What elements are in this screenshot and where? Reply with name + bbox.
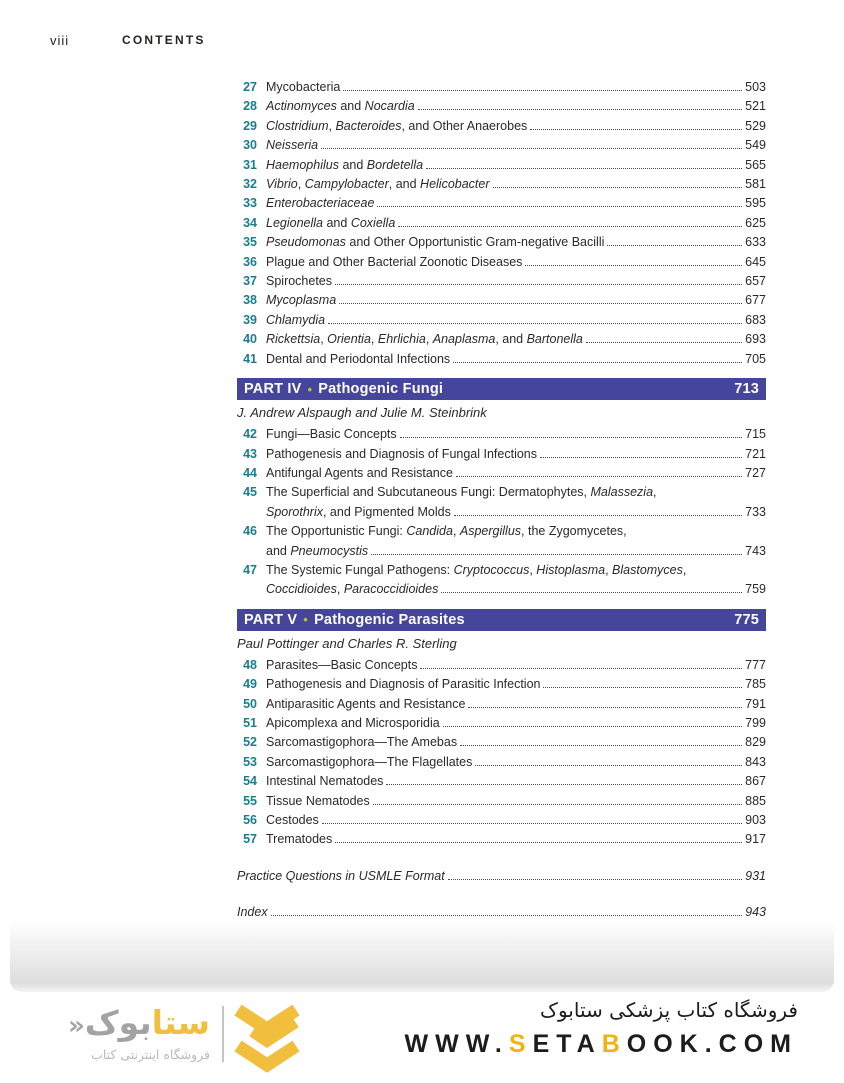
page-number: 565 bbox=[745, 157, 766, 172]
running-head-title: CONTENTS bbox=[122, 33, 206, 47]
part-authors: Paul Pottinger and Charles R. Sterling bbox=[237, 635, 457, 651]
toc-entry bbox=[237, 733, 766, 752]
chapter-title: Sporothrix, and Pigmented Molds bbox=[266, 504, 451, 519]
wordmark-part-gray: بوک bbox=[84, 1003, 152, 1042]
dot-leader bbox=[328, 323, 742, 324]
dot-leader bbox=[441, 592, 742, 593]
part-page-number: 713 bbox=[734, 381, 759, 398]
dot-leader bbox=[321, 148, 742, 149]
dot-leader bbox=[398, 226, 742, 227]
toc-entry bbox=[237, 811, 766, 830]
dot-leader bbox=[377, 206, 742, 207]
toc-entry bbox=[237, 656, 766, 675]
page-number: 549 bbox=[745, 138, 766, 153]
toc-entry bbox=[237, 792, 766, 811]
chapter-number: 34 bbox=[243, 215, 257, 230]
page-number: 727 bbox=[745, 465, 766, 480]
toc-entry bbox=[237, 330, 766, 349]
page-number: 829 bbox=[745, 735, 766, 750]
chapter-number: 38 bbox=[243, 293, 257, 308]
dot-leader bbox=[420, 668, 742, 669]
brand-divider-line bbox=[222, 1006, 224, 1062]
page-number: 677 bbox=[745, 293, 766, 308]
dot-leader bbox=[371, 554, 742, 555]
page-number: 943 bbox=[745, 905, 766, 920]
toc-entry bbox=[237, 156, 766, 175]
chapter-title: Mycobacteria bbox=[266, 80, 341, 94]
toc-entry bbox=[237, 675, 766, 694]
toc-entry bbox=[237, 542, 766, 561]
dot-leader bbox=[443, 726, 742, 727]
chapter-title: Neisseria bbox=[266, 138, 319, 153]
dot-leader bbox=[322, 823, 742, 824]
toc-entry bbox=[237, 483, 766, 502]
chapter-number: 41 bbox=[243, 351, 257, 366]
dot-leader bbox=[448, 879, 742, 880]
dot-leader bbox=[418, 109, 742, 110]
chapter-title: Rickettsia, Orientia, Ehrlichia, Anaplasma, and Bartonella bbox=[266, 332, 583, 347]
toc-entry bbox=[237, 117, 766, 136]
part-sections bbox=[237, 378, 766, 850]
chapter-number: 27 bbox=[243, 80, 257, 94]
toc-entry bbox=[237, 175, 766, 194]
page-number: 693 bbox=[745, 332, 766, 347]
part-label: PART IV bbox=[244, 381, 302, 398]
chapter-number: 46 bbox=[243, 524, 257, 539]
setabook-brand-logo bbox=[68, 1002, 300, 1083]
part-page-number: 775 bbox=[734, 611, 759, 628]
toc-entry bbox=[237, 580, 766, 599]
setabook-footer bbox=[0, 998, 844, 1080]
website-url-segment: WWW. bbox=[404, 1030, 509, 1058]
chapter-title: Sarcomastigophora—The Amebas bbox=[266, 735, 458, 750]
part-chapter-list bbox=[237, 656, 766, 850]
page-number: 657 bbox=[745, 274, 766, 289]
dot-leader bbox=[335, 842, 742, 843]
chapter-number: 54 bbox=[243, 774, 257, 789]
chapter-number: 31 bbox=[243, 157, 257, 172]
dot-leader bbox=[493, 187, 743, 188]
chapter-title: and Pneumocystis bbox=[266, 543, 369, 558]
chapter-title: Vibrio, Campylobacter, and Helicobacter bbox=[266, 177, 490, 192]
chapter-number: 37 bbox=[243, 274, 257, 289]
toc-entry bbox=[237, 291, 766, 310]
dot-leader bbox=[400, 437, 743, 438]
chapter-number: 51 bbox=[243, 715, 257, 730]
chapter-title: Intestinal Nematodes bbox=[266, 774, 384, 789]
chapter-number: 29 bbox=[243, 118, 257, 133]
page-number: 715 bbox=[745, 427, 766, 442]
chapter-number: 56 bbox=[243, 813, 257, 827]
page-number: 595 bbox=[745, 196, 766, 211]
dot-leader bbox=[540, 457, 742, 458]
toc-entry bbox=[237, 78, 766, 97]
page-number: 503 bbox=[745, 80, 766, 94]
dot-leader bbox=[530, 129, 742, 130]
page-number: 777 bbox=[745, 657, 766, 672]
chapter-number: 33 bbox=[243, 196, 257, 211]
chapter-title: Parasites—Basic Concepts bbox=[266, 657, 418, 672]
page-number: 785 bbox=[745, 677, 766, 692]
chapter-title: The Superficial and Subcutaneous Fungi: Dermatophytes, Malassezia, bbox=[266, 485, 657, 500]
toc-entry bbox=[237, 425, 766, 444]
back-matter-list bbox=[237, 867, 766, 923]
part-authors: J. Andrew Alspaugh and Julie M. Steinbrink bbox=[237, 405, 487, 421]
brand-wordmark bbox=[68, 1003, 210, 1043]
part-heading-band bbox=[237, 378, 766, 400]
toc-entry bbox=[237, 136, 766, 155]
dot-leader bbox=[607, 245, 742, 246]
dot-leader bbox=[543, 687, 742, 688]
chapter-number: 32 bbox=[243, 177, 257, 192]
page-number: 885 bbox=[745, 793, 766, 808]
dot-leader bbox=[475, 765, 742, 766]
toc-entry bbox=[237, 714, 766, 733]
part-title: Pathogenic Parasites bbox=[314, 611, 465, 628]
chapter-title: Chlamydia bbox=[266, 312, 326, 327]
chapter-number: 53 bbox=[243, 754, 257, 769]
chapter-number: 40 bbox=[243, 332, 257, 347]
website-url bbox=[405, 1030, 798, 1059]
dot-leader bbox=[468, 707, 742, 708]
back-matter-entry bbox=[237, 903, 766, 922]
toc-entry bbox=[237, 253, 766, 272]
part-label: PART V bbox=[244, 611, 298, 628]
brand-subtitle: فروشگاه اینترنتی کتاب bbox=[91, 1047, 210, 1062]
toc-entry bbox=[237, 695, 766, 714]
chapter-number: 39 bbox=[243, 312, 257, 327]
dot-leader bbox=[373, 804, 742, 805]
toc-entry bbox=[237, 233, 766, 252]
chapter-title: Tissue Nematodes bbox=[266, 793, 370, 808]
dot-leader bbox=[386, 784, 742, 785]
chapter-number: 52 bbox=[243, 735, 257, 750]
page-number: 705 bbox=[745, 351, 766, 366]
page-number: 759 bbox=[745, 582, 766, 597]
folio-number: viii bbox=[50, 33, 70, 48]
dot-leader bbox=[525, 265, 742, 266]
page-number: 799 bbox=[745, 715, 766, 730]
page-edge-shadow bbox=[10, 920, 834, 992]
chapter-number: 42 bbox=[243, 427, 257, 442]
part-title: Pathogenic Fungi bbox=[318, 381, 444, 398]
footer-tagline: فروشگاه کتاب پزشکی ستابوک bbox=[540, 998, 798, 1022]
part-heading-band bbox=[237, 609, 766, 631]
toc-entry bbox=[237, 97, 766, 116]
chapter-title: Dental and Periodontal Infections bbox=[266, 351, 451, 366]
toc-entry bbox=[237, 830, 766, 849]
toc-entry bbox=[237, 445, 766, 464]
page-number: 581 bbox=[745, 177, 766, 192]
chapter-title: Enterobacteriaceae bbox=[266, 196, 375, 211]
back-matter-entry bbox=[237, 867, 766, 886]
chapter-title: Sarcomastigophora—The Flagellates bbox=[266, 754, 473, 769]
chapter-number: 49 bbox=[243, 677, 257, 692]
dot-leader bbox=[456, 476, 742, 477]
wordmark-part-yellow: ستا bbox=[151, 1003, 210, 1042]
page-number: 721 bbox=[745, 446, 766, 461]
toc-entry bbox=[237, 503, 766, 522]
page-number: 743 bbox=[745, 543, 766, 558]
toc-entry bbox=[237, 194, 766, 213]
page-number: 633 bbox=[745, 235, 766, 250]
chapter-title: Trematodes bbox=[266, 832, 333, 847]
chapter-title: Pseudomonas and Other Opportunistic Gram-negative Bacilli bbox=[266, 235, 605, 250]
chapter-title: Legionella and Coxiella bbox=[266, 215, 396, 230]
chapter-number: 44 bbox=[243, 465, 257, 480]
website-url-segment: S bbox=[508, 1030, 533, 1058]
toc-entry bbox=[237, 772, 766, 791]
part-bullet-icon: • bbox=[303, 612, 309, 628]
table-of-contents bbox=[237, 78, 766, 923]
page-number: 867 bbox=[745, 774, 766, 789]
dot-leader bbox=[454, 515, 742, 516]
toc-entry bbox=[237, 272, 766, 291]
chapter-title: Mycoplasma bbox=[266, 293, 337, 308]
toc-entry bbox=[237, 522, 766, 541]
chapter-title: Cestodes bbox=[266, 813, 319, 827]
toc-entry bbox=[237, 214, 766, 233]
chapter-number: 36 bbox=[243, 254, 257, 269]
chapter-number: 30 bbox=[243, 138, 257, 153]
chapter-number: 28 bbox=[243, 99, 257, 114]
chapter-title: Spirochetes bbox=[266, 274, 333, 289]
toc-entry bbox=[237, 350, 766, 369]
running-head bbox=[50, 33, 206, 48]
dot-leader bbox=[586, 342, 742, 343]
chapter-title: Antiparasitic Agents and Resistance bbox=[266, 696, 466, 711]
website-url-segment: B bbox=[601, 1030, 627, 1058]
page-number: 791 bbox=[745, 696, 766, 711]
toc-entry bbox=[237, 464, 766, 483]
dot-leader bbox=[335, 284, 742, 285]
back-matter-title: Practice Questions in USMLE Format bbox=[237, 868, 445, 883]
page-number: 843 bbox=[745, 754, 766, 769]
chapter-title: The Systemic Fungal Pathogens: Cryptococcus, Histoplasma, Blastomyces, bbox=[266, 562, 687, 577]
page-number: 683 bbox=[745, 312, 766, 327]
chapter-number: 48 bbox=[243, 657, 257, 672]
part-chapter-list bbox=[237, 425, 766, 600]
dot-leader bbox=[271, 915, 743, 916]
page-number: 917 bbox=[745, 832, 766, 847]
chapter-title: Pathogenesis and Diagnosis of Fungal Infections bbox=[266, 446, 538, 461]
chapter-number: 47 bbox=[243, 562, 257, 577]
chapter-title: Actinomyces and Nocardia bbox=[266, 99, 415, 114]
page-number: 903 bbox=[745, 813, 766, 827]
chapter-title: Pathogenesis and Diagnosis of Parasitic Infection bbox=[266, 677, 541, 692]
page-number: 645 bbox=[745, 254, 766, 269]
chapter-number: 55 bbox=[243, 793, 257, 808]
page-number: 529 bbox=[745, 118, 766, 133]
footer-right-block bbox=[405, 998, 798, 1059]
dot-leader bbox=[460, 745, 742, 746]
dot-leader bbox=[339, 303, 742, 304]
chapter-number: 50 bbox=[243, 696, 257, 711]
website-url-segment: OOK.COM bbox=[626, 1030, 798, 1058]
toc-entry bbox=[237, 311, 766, 330]
page-number: 931 bbox=[745, 868, 766, 883]
chapter-title: Haemophilus and Bordetella bbox=[266, 157, 424, 172]
chapter-title: Coccidioides, Paracoccidioides bbox=[266, 582, 439, 597]
chapter-title: Antifungal Agents and Resistance bbox=[266, 465, 453, 480]
page-number: 625 bbox=[745, 215, 766, 230]
toc-entry bbox=[237, 561, 766, 580]
website-url-segment: ETA bbox=[532, 1030, 602, 1058]
dot-leader bbox=[343, 90, 742, 91]
chapter-title: Clostridium, Bacteroides, and Other Anaerobes bbox=[266, 118, 528, 133]
chapter-number: 35 bbox=[243, 235, 257, 250]
brand-wordmark-block bbox=[68, 1003, 210, 1062]
chapter-list-bacteria bbox=[237, 78, 766, 369]
setabook-chevron-logo-icon bbox=[234, 1002, 300, 1083]
page-number: 733 bbox=[745, 504, 766, 519]
chapter-number: 45 bbox=[243, 485, 257, 500]
dot-leader bbox=[426, 168, 742, 169]
dot-leader bbox=[453, 362, 742, 363]
chapter-title: The Opportunistic Fungi: Candida, Aspergillus, the Zygomycetes, bbox=[266, 524, 627, 539]
chapter-title: Plague and Other Bacterial Zoonotic Diseases bbox=[266, 254, 523, 269]
page-number: 521 bbox=[745, 99, 766, 114]
back-matter-title: Index bbox=[237, 905, 268, 920]
chapter-title: Fungi—Basic Concepts bbox=[266, 427, 397, 442]
part-bullet-icon: • bbox=[307, 381, 313, 397]
chapter-number: 43 bbox=[243, 446, 257, 461]
toc-entry bbox=[237, 753, 766, 772]
chapter-number: 57 bbox=[243, 832, 257, 847]
wordmark-guillemet: « bbox=[68, 1011, 85, 1041]
chapter-title: Apicomplexa and Microsporidia bbox=[266, 715, 440, 730]
